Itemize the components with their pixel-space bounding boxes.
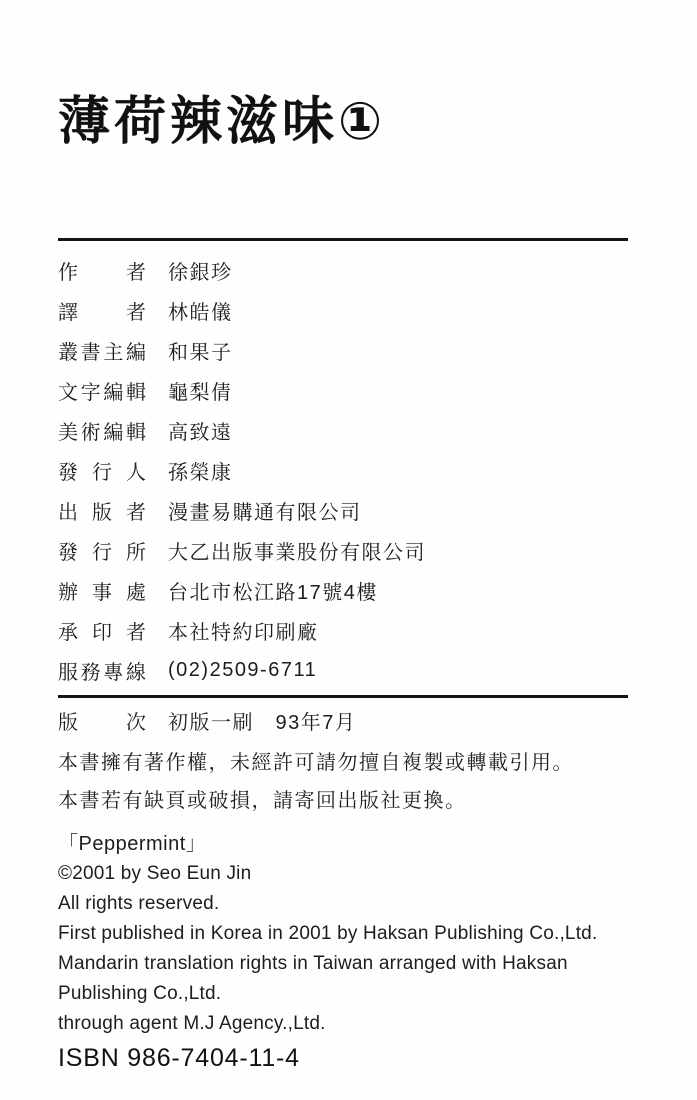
- info-label: 叢書主編: [58, 341, 146, 364]
- info-label: 發行所: [58, 541, 146, 564]
- info-value: 林皓儀: [168, 301, 233, 324]
- info-row-office-address: [58, 570, 658, 610]
- info-value: 孫榮康: [168, 461, 233, 484]
- edition-label: 版次: [58, 711, 146, 734]
- info-label: 譯者: [58, 301, 146, 324]
- edition-value: 初版一刷 93年7月: [168, 711, 357, 734]
- copyright-line-publishing-co: Publishing Co.,Ltd.: [58, 983, 222, 1004]
- isbn-number: ISBN 986-7404-11-4: [58, 1044, 300, 1072]
- info-value: 高致遠: [168, 421, 233, 444]
- info-label: 文字編輯: [58, 381, 146, 404]
- copyright-notice-line: 本書擁有著作權，未經許可請勿擅自複製或轉載引用。: [58, 752, 574, 774]
- info-row-publisher-person: [58, 450, 658, 490]
- info-value: 龜梨倩: [168, 381, 233, 404]
- info-row-service-hotline: [58, 650, 658, 690]
- info-value: (02)2509-6711: [168, 658, 318, 681]
- copyright-line-rights: All rights reserved.: [58, 893, 220, 914]
- info-label: 出版者: [58, 501, 146, 524]
- info-row-publisher-company: [58, 490, 658, 530]
- info-label: 發行人: [58, 461, 146, 484]
- publication-info-list: [58, 250, 658, 690]
- divider-top: [58, 238, 628, 241]
- replacement-notice-line: 本書若有缺頁或破損，請寄回出版社更換。: [58, 790, 467, 812]
- book-title: 薄荷辣滋味①: [58, 93, 387, 151]
- info-row-translator: [58, 290, 658, 330]
- copyright-line-first-published: First published in Korea in 2001 by Haksan Publishing Co.,Ltd.: [58, 923, 598, 944]
- info-label: 美術編輯: [58, 421, 146, 444]
- info-row-distributor: [58, 530, 658, 570]
- info-value: 本社特約印刷廠: [168, 621, 319, 644]
- info-row-series-editor: [58, 330, 658, 370]
- info-label: 承印者: [58, 621, 146, 644]
- info-label: 作者: [58, 261, 146, 284]
- info-value: 大乙出版事業股份有限公司: [168, 541, 426, 564]
- english-copyright-block: [58, 859, 658, 1039]
- original-work-title: 「Peppermint」: [58, 833, 207, 855]
- edition-row: [58, 698, 658, 742]
- info-row-author: [58, 250, 658, 290]
- copyright-line-owner: ©2001 by Seo Eun Jin: [58, 863, 252, 884]
- info-value: 和果子: [168, 341, 233, 364]
- info-value: 漫畫易購通有限公司: [168, 501, 362, 524]
- info-value: 徐銀珍: [168, 261, 233, 284]
- info-label: 服務專線: [58, 661, 146, 684]
- info-value: 台北市松江路17號4樓: [168, 581, 378, 604]
- copyright-line-mandarin-rights: Mandarin translation rights in Taiwan arranged with Haksan: [58, 953, 568, 974]
- legal-notices: [58, 744, 658, 820]
- info-row-text-editor: [58, 370, 658, 410]
- info-row-printer: [58, 610, 658, 650]
- info-label: 辦事處: [58, 581, 146, 604]
- copyright-line-agent: through agent M.J Agency.,Ltd.: [58, 1013, 326, 1034]
- info-row-art-editor: [58, 410, 658, 450]
